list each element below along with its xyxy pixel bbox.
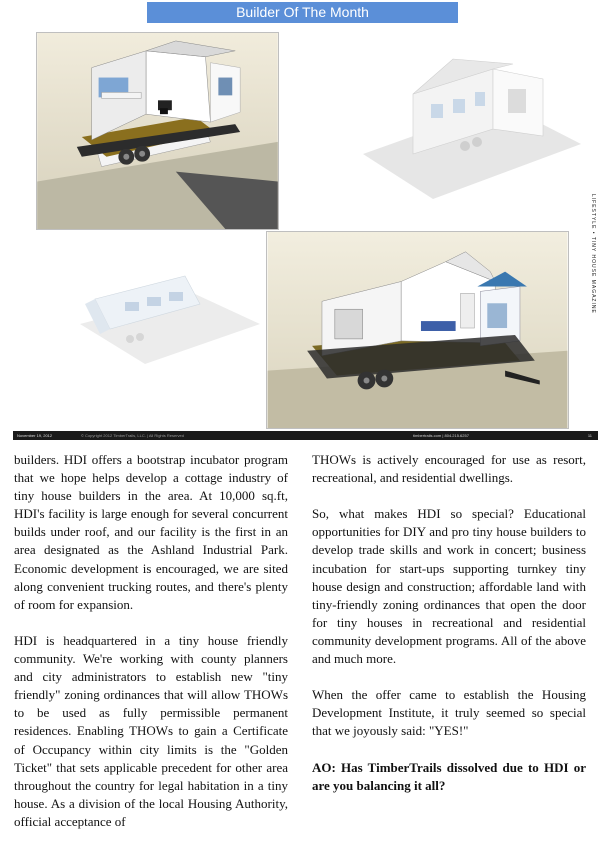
tiny-house-rendering-faded-right xyxy=(353,34,581,204)
tiny-house-rendering-faded-left xyxy=(75,264,260,374)
interview-question: AO: Has TimberTrails dissolved due to HDI or are you balancing it all? xyxy=(312,759,586,793)
photo-spread xyxy=(13,24,598,440)
section-banner: Builder Of The Month xyxy=(147,2,458,23)
footer-copyright: © Copyright 2012 TimberTrails, LLC. | All Rights Reserved xyxy=(81,433,184,438)
paragraph: So, what makes HDI so special? Educational opportunities for DIY and pro tiny house builders to develop trade skills and work in concert; business incubation for start-ups supporting turnkey tiny house design and construction; affordable land with tiny-friendly zoning ordinances that open the door for tiny houses in recreational and residential community development programs. All of the above and much more. xyxy=(312,506,586,667)
article-column-left xyxy=(14,451,288,849)
magazine-footer-strip xyxy=(13,431,598,440)
side-caption: LIFESTYLE • TINY HOUSE MAGAZINE xyxy=(590,194,596,314)
paragraph: builders. HDI offers a bootstrap incubator program that we hope helps develop a cottage industry of tiny house builders in the area. At 10,000 sq.ft, HDI's facility is large enough for several concurrent builds under roof, and our facility is the first in an area designated as the Ashland Industrial Park. Economic development is encouraged, we are sited along convenient trucking routes, and there's plenty of room for expansion. xyxy=(14,452,288,612)
footer-page-number: 11 xyxy=(587,433,592,438)
paragraph: When the offer came to establish the Housing Development Institute, it truly seemed so special that we joyously said: "YES!" xyxy=(312,687,586,739)
footer-date: November 19, 2012 xyxy=(17,433,53,438)
tiny-house-rendering-cutaway-left xyxy=(36,32,279,230)
tiny-house-rendering-cutaway-lower xyxy=(266,231,569,429)
paragraph: THOWs is actively encouraged for use as resort, recreational, and residential dwellings. xyxy=(312,452,586,486)
paragraph: HDI is headquartered in a tiny house friendly community. We're working with county planners and city administrators to establish new "tiny friendly" zoning ordinances that will allow THOWs to be used as fully permissible permanent residences. Enabling THOWs to gain a Certificate of Occupancy within city limits is the "Golden Ticket" that sets applicable precedent for other area throughout the country for legal habitation in a tiny house. As a division of the local Housing Authority, official acceptance of xyxy=(14,632,288,829)
article-column-right xyxy=(312,451,586,795)
footer-website: timbertrails.com | 804.215.6257 xyxy=(413,433,469,438)
